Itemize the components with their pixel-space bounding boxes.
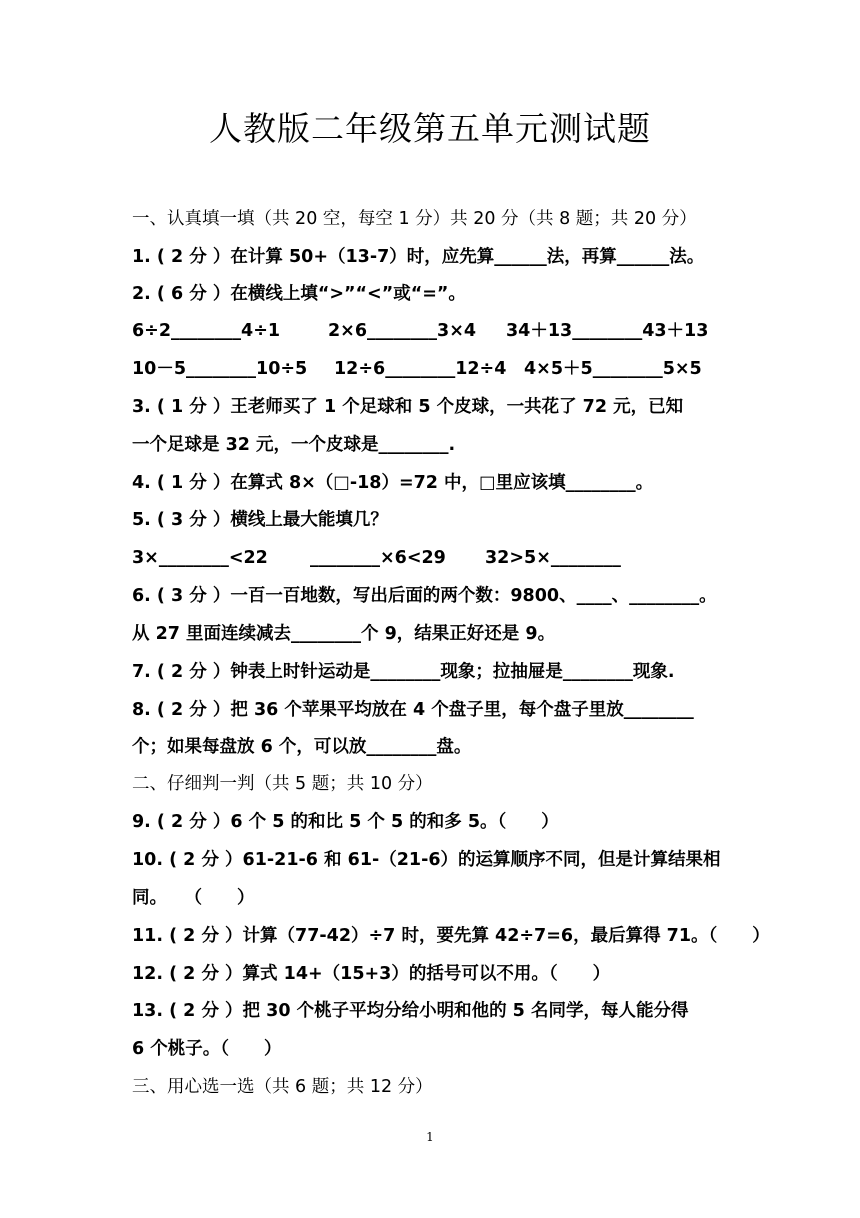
question-1: 1. ( 2 分 ）在计算 50+（13-7）时，应先算______法，再算______法。 <box>132 247 705 267</box>
question-12: 12. ( 2 分 ）算式 14+（15+3）的括号可以不用。（ ） <box>132 964 611 984</box>
compare-item: 6÷2________4÷1 <box>132 321 281 341</box>
question-4: 4. ( 1 分 ）在算式 8×（□-18）=72 中，□里应该填________。 <box>132 473 654 493</box>
question-3-cont: 一个足球是 32 元，一个皮球是________. <box>132 435 456 455</box>
question-9: 9. ( 2 分 ）6 个 5 的和比 5 个 5 的和多 5。（ ） <box>132 812 559 832</box>
compare-item: 10－5________10÷5 <box>132 359 308 379</box>
question-6-cont: 从 27 里面连续减去________个 9，结果正好还是 9。 <box>132 624 556 644</box>
section-3-heading: 三、用心选一选（共 6 题；共 12 分） <box>132 1077 433 1097</box>
question-8-cont: 个；如果每盘放 6 个，可以放________盘。 <box>132 737 472 757</box>
inequality-item: ________×6<29 <box>310 548 446 568</box>
question-2-row-2 <box>132 356 742 382</box>
page-number: 1 <box>426 1130 434 1144</box>
question-8: 8. ( 2 分 ）把 36 个苹果平均放在 4 个盘子里，每个盘子里放________ <box>132 700 694 720</box>
question-10: 10. ( 2 分 ）61-21-6 和 61-（21-6）的运算顺序不同，但是计算结果相 <box>132 850 721 870</box>
compare-item: 2×6________3×4 <box>328 321 477 341</box>
question-13-cont: 6 个桃子。（ ） <box>132 1039 282 1059</box>
question-6: 6. ( 3 分 ）一百一百地数，写出后面的两个数：9800、____、________。 <box>132 586 717 606</box>
compare-item: 34＋13________43＋13 <box>506 321 709 341</box>
compare-item: 12÷6________12÷4 <box>334 359 507 379</box>
section-1-heading: 一、认真填一填（共 20 空，每空 1 分）共 20 分（共 8 题；共 20 分） <box>132 209 697 229</box>
question-3: 3. ( 1 分 ）王老师买了 1 个足球和 5 个皮球，一共花了 72 元，已知 <box>132 397 684 417</box>
section-2-heading: 二、仔细判一判（共 5 题；共 10 分） <box>132 774 433 794</box>
question-10-cont: 同。 （ ） <box>132 888 255 908</box>
page-title: 人教版二年级第五单元测试题 <box>209 109 651 148</box>
question-13: 13. ( 2 分 ）把 30 个桃子平均分给小明和他的 5 名同学，每人能分得 <box>132 1001 689 1021</box>
inequality-item: 3×________<22 <box>132 548 268 568</box>
question-7: 7. ( 2 分 ）钟表上时针运动是________现象；拉抽屉是________现象. <box>132 662 675 682</box>
question-11: 11. ( 2 分 ）计算（77-42）÷7 时，要先算 42÷7=6，最后算得 71。（ ） <box>132 926 770 946</box>
inequality-item: 32>5×________ <box>485 548 621 568</box>
compare-item: 4×5＋5________5×5 <box>524 359 702 379</box>
question-5: 5. ( 3 分 ）横线上最大能填几？ <box>132 510 388 530</box>
question-5-row <box>132 545 742 571</box>
question-2-row-1 <box>132 318 742 344</box>
question-2: 2. ( 6 分 ）在横线上填“>”“<”或“=”。 <box>132 284 466 304</box>
